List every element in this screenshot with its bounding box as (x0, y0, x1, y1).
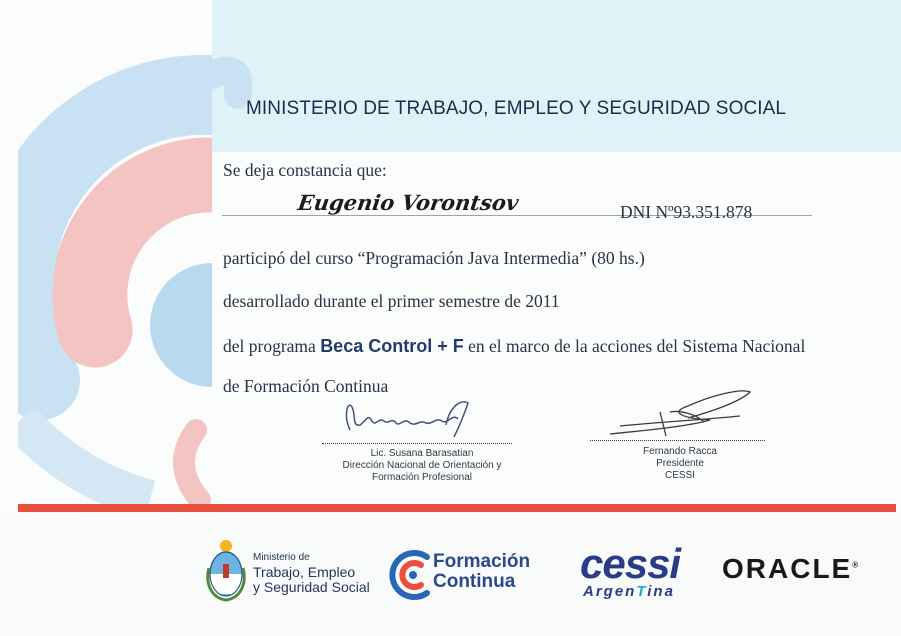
ministry-logo-line-1: Ministerio de (253, 552, 310, 563)
program-prefix: del programa (223, 336, 316, 356)
formacion-continua-logo-text (433, 552, 530, 592)
course-line: participó del curso “Programación Java Intermedia” (80 hs.) (223, 248, 645, 268)
program-name: Beca Control + F (320, 336, 464, 356)
signature-racca (600, 382, 760, 442)
oracle-registered-mark: ® (852, 560, 861, 570)
signatory-2-role-2: CESSI (664, 470, 695, 481)
intro-text: Se deja constancia que: (223, 160, 387, 180)
cessi-sub-t: T (636, 583, 648, 600)
signatory-1-role-1: Dirección Nacional de Orientación y (342, 460, 502, 471)
formacion-continua-logo-icon (387, 547, 433, 601)
signatory-1-role-2: Formación Profesional (371, 472, 473, 483)
signatory-2-role-1: Presidente (656, 458, 704, 469)
ministry-title: MINISTERIO DE TRABAJO, EMPLEO Y SEGURIDAD SOCIAL (246, 98, 787, 119)
cessi-sub-a: Argen (583, 583, 637, 600)
red-stripe (18, 504, 896, 512)
program-line (223, 336, 805, 357)
ministry-logo-line-3: y Seguridad Social (253, 579, 370, 595)
oracle-logo (722, 553, 860, 585)
cessi-argentina-text (583, 583, 675, 600)
ministry-logo-text (253, 550, 370, 595)
argentina-coat-of-arms-icon (205, 538, 247, 604)
system-line: de Formación Continua (223, 376, 389, 396)
formacion-logo-line-1: Formación (433, 551, 531, 572)
signature-line-1 (322, 443, 512, 444)
period-line: desarrollado durante el primer semestre de 2011 (223, 291, 560, 311)
signatory-1 (322, 448, 522, 484)
cessi-logo: cessi (580, 540, 681, 587)
ministry-logo-line-2: Trabajo, Empleo (253, 564, 356, 580)
formacion-logo-line-2: Continua (433, 571, 516, 592)
program-suffix: en el marco de la acciones del Sistema Nacional (468, 336, 806, 356)
dni-number: DNI Nº93.351.878 (620, 202, 753, 222)
signatory-2-name: Fernando Racca (643, 446, 717, 457)
cessi-sub-b: ina (647, 583, 675, 600)
recipient-name: Eugenio Vorontsov (296, 190, 521, 215)
signature-barasatian (338, 395, 478, 445)
signatory-2 (600, 446, 760, 482)
oracle-name: ORACLE (722, 553, 853, 584)
signature-line-2 (590, 440, 765, 441)
signatory-1-name: Lic. Susana Barasatian (370, 448, 474, 459)
